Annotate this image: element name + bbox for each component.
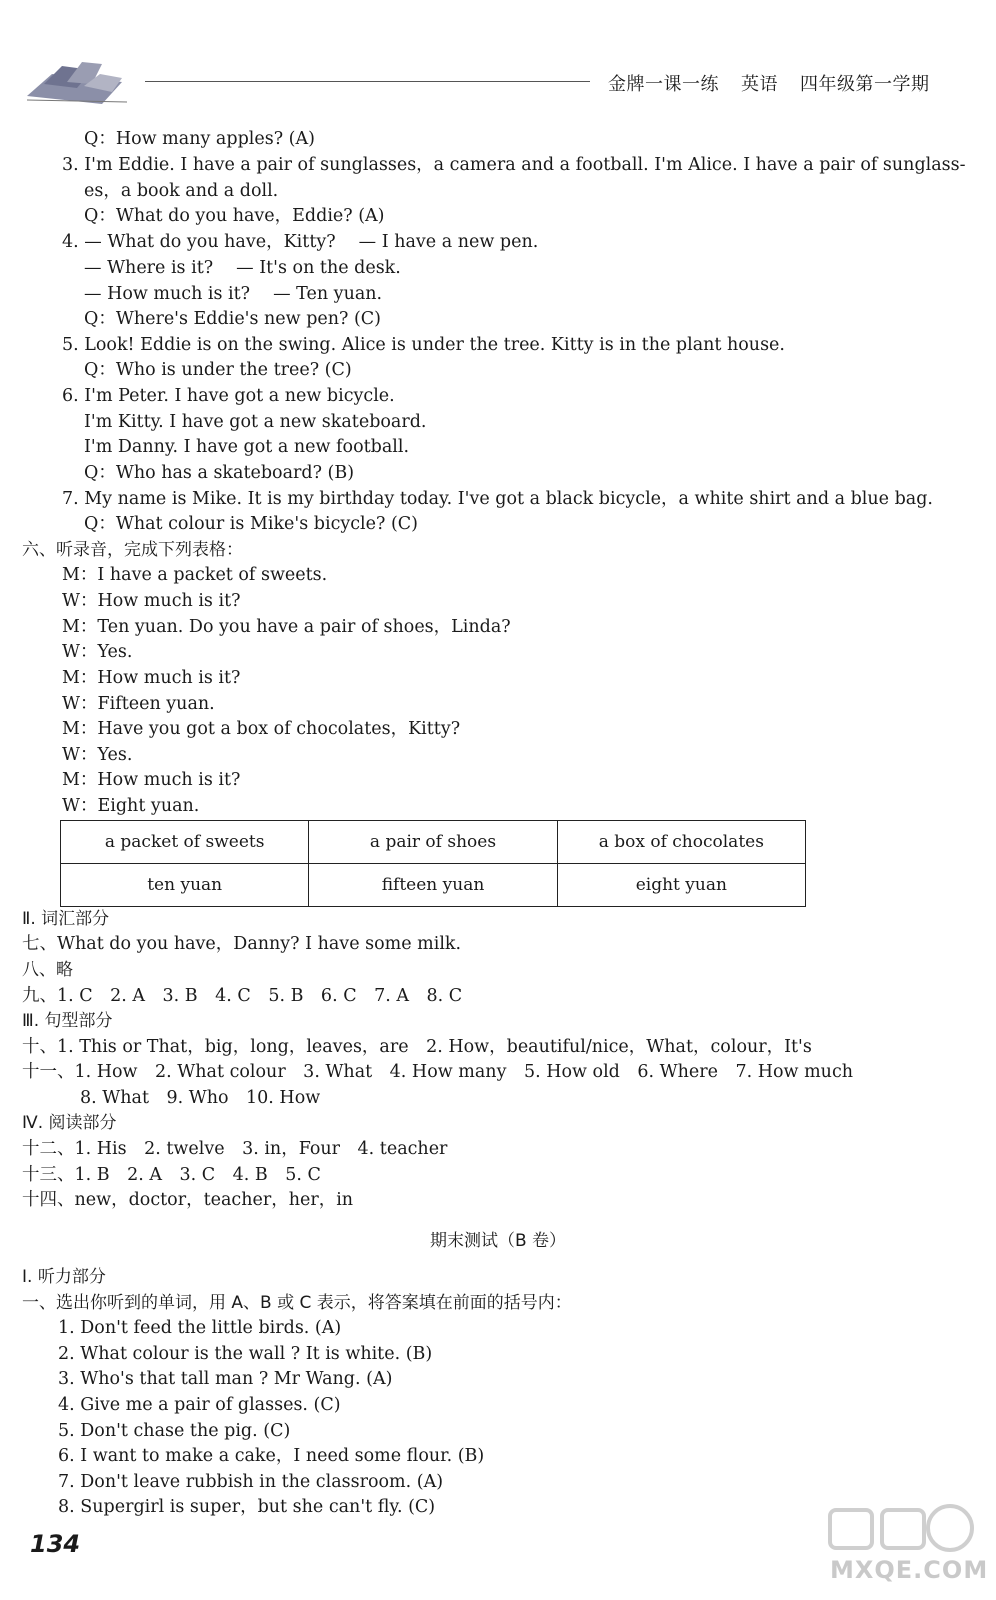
table-cell: eight yuan <box>557 864 805 907</box>
answer-line: 八、略 <box>22 960 73 980</box>
answer-line: 2. What colour is the wall ? It is white. (B) <box>58 1344 433 1364</box>
answer-table <box>60 820 806 907</box>
table-row <box>61 821 806 864</box>
answer-line: 5. Don't chase the pig. (C) <box>58 1421 291 1441</box>
answer-line: I'm Kitty. I have got a new skateboard. <box>84 412 427 432</box>
part-heading: Ⅰ. 听力部分 <box>22 1267 106 1287</box>
answer-line: 十四、new，doctor，teacher，her，in <box>22 1190 354 1210</box>
dialogue-line: W：How much is it? <box>62 591 241 611</box>
answer-line: 十三、1. B 2. A 3. C 4. B 5. C <box>22 1165 321 1185</box>
dialogue-line: M：Ten yuan. Do you have a pair of shoes，Linda? <box>62 617 511 637</box>
book-stack-icon <box>22 56 132 106</box>
question-heading: 一、选出你听到的单词，用 A、B 或 C 表示，将答案填在前面的括号内： <box>22 1293 572 1313</box>
dialogue-line: W：Fifteen yuan. <box>62 694 215 714</box>
header-title <box>608 70 930 96</box>
answer-line: 十二、1. His 2. twelve 3. in，Four 4. teacher <box>22 1139 448 1159</box>
answer-line: 4. — What do you have，Kitty? — I have a new pen. <box>62 232 539 252</box>
answer-line: Q：What do you have，Eddie? (A) <box>84 206 385 226</box>
table-cell: ten yuan <box>61 864 309 907</box>
answer-line: 3. I'm Eddie. I have a pair of sunglasses，a camera and a football. I'm Alice. I have a pair of sunglass- <box>62 155 966 175</box>
answer-line: 1. Don't feed the little birds. (A) <box>58 1318 342 1338</box>
part-heading: Ⅲ. 句型部分 <box>22 1011 113 1031</box>
header-series: 金牌一课一练 <box>608 74 719 95</box>
answer-line: 8. Supergirl is super，but she can't fly. (C) <box>58 1497 436 1517</box>
dialogue-line: M：How much is it? <box>62 668 241 688</box>
dialogue-line: W：Yes. <box>62 745 133 765</box>
table-cell: a packet of sweets <box>61 821 309 864</box>
answer-line: 6. I want to make a cake，I need some flour. (B) <box>58 1446 485 1466</box>
part-heading: Ⅳ. 阅读部分 <box>22 1113 117 1133</box>
answer-line: 7. My name is Mike. It is my birthday today. I've got a black bicycle，a white shirt and a blue bag. <box>62 489 933 509</box>
answer-line: Q：How many apples? (A) <box>84 129 315 149</box>
question-heading: 六、听录音，完成下列表格： <box>22 540 243 560</box>
dialogue-line: M：Have you got a box of chocolates，Kitty? <box>62 719 461 739</box>
answer-line: 七、What do you have，Danny? I have some milk. <box>22 934 462 954</box>
answer-line: — Where is it? — It's on the desk. <box>84 258 401 278</box>
answer-line: Q：What colour is Mike's bicycle? (C) <box>84 514 419 534</box>
dialogue-line: M：I have a packet of sweets. <box>62 565 328 585</box>
table-cell: fifteen yuan <box>309 864 557 907</box>
answer-line: 十一、1. How 2. What colour 3. What 4. How many 5. How old 6. Where 7. How much <box>22 1062 854 1082</box>
answer-line: Q：Where's Eddie's new pen? (C) <box>84 309 382 329</box>
header-rule <box>145 81 590 82</box>
answer-line: Q：Who is under the tree? (C) <box>84 360 352 380</box>
answer-line: — How much is it? — Ten yuan. <box>84 284 383 304</box>
answer-line: es，a book and a doll. <box>84 181 279 201</box>
header-grade: 四年级第一学期 <box>800 74 930 95</box>
dialogue-line: W：Yes. <box>62 642 133 662</box>
answer-line: 十、1. This or That，big，long，leaves，are 2. How，beautiful/nice，What，colour，It's <box>22 1037 812 1057</box>
part-heading: Ⅱ. 词汇部分 <box>22 909 110 929</box>
answer-line: 4. Give me a pair of glasses. (C) <box>58 1395 341 1415</box>
page-number: 134 <box>30 1530 81 1558</box>
answer-line: 8. What 9. Who 10. How <box>80 1088 321 1108</box>
answer-line: 6. I'm Peter. I have got a new bicycle. <box>62 386 395 406</box>
header-subject: 英语 <box>741 74 778 95</box>
answer-line: 3. Who's that tall man ? Mr Wang. (A) <box>58 1369 393 1389</box>
dialogue-line: W：Eight yuan. <box>62 796 200 816</box>
section-title: 期末测试（B 卷） <box>429 1231 567 1251</box>
answer-line: 5. Look! Eddie is on the swing. Alice is under the tree. Kitty is in the plant house. <box>62 335 785 355</box>
dialogue-line: M：How much is it? <box>62 770 241 790</box>
table-cell: a box of chocolates <box>557 821 805 864</box>
answer-line: 7. Don't leave rubbish in the classroom. (A) <box>58 1472 444 1492</box>
answer-line: Q：Who has a skateboard? (B) <box>84 463 355 483</box>
watermark-url: MXQE.COM <box>830 1556 989 1584</box>
answer-line: I'm Danny. I have got a new football. <box>84 437 410 457</box>
table-cell: a pair of shoes <box>309 821 557 864</box>
answer-line: 九、1. C 2. A 3. B 4. C 5. B 6. C 7. A 8. C <box>22 986 463 1006</box>
table-row <box>61 864 806 907</box>
